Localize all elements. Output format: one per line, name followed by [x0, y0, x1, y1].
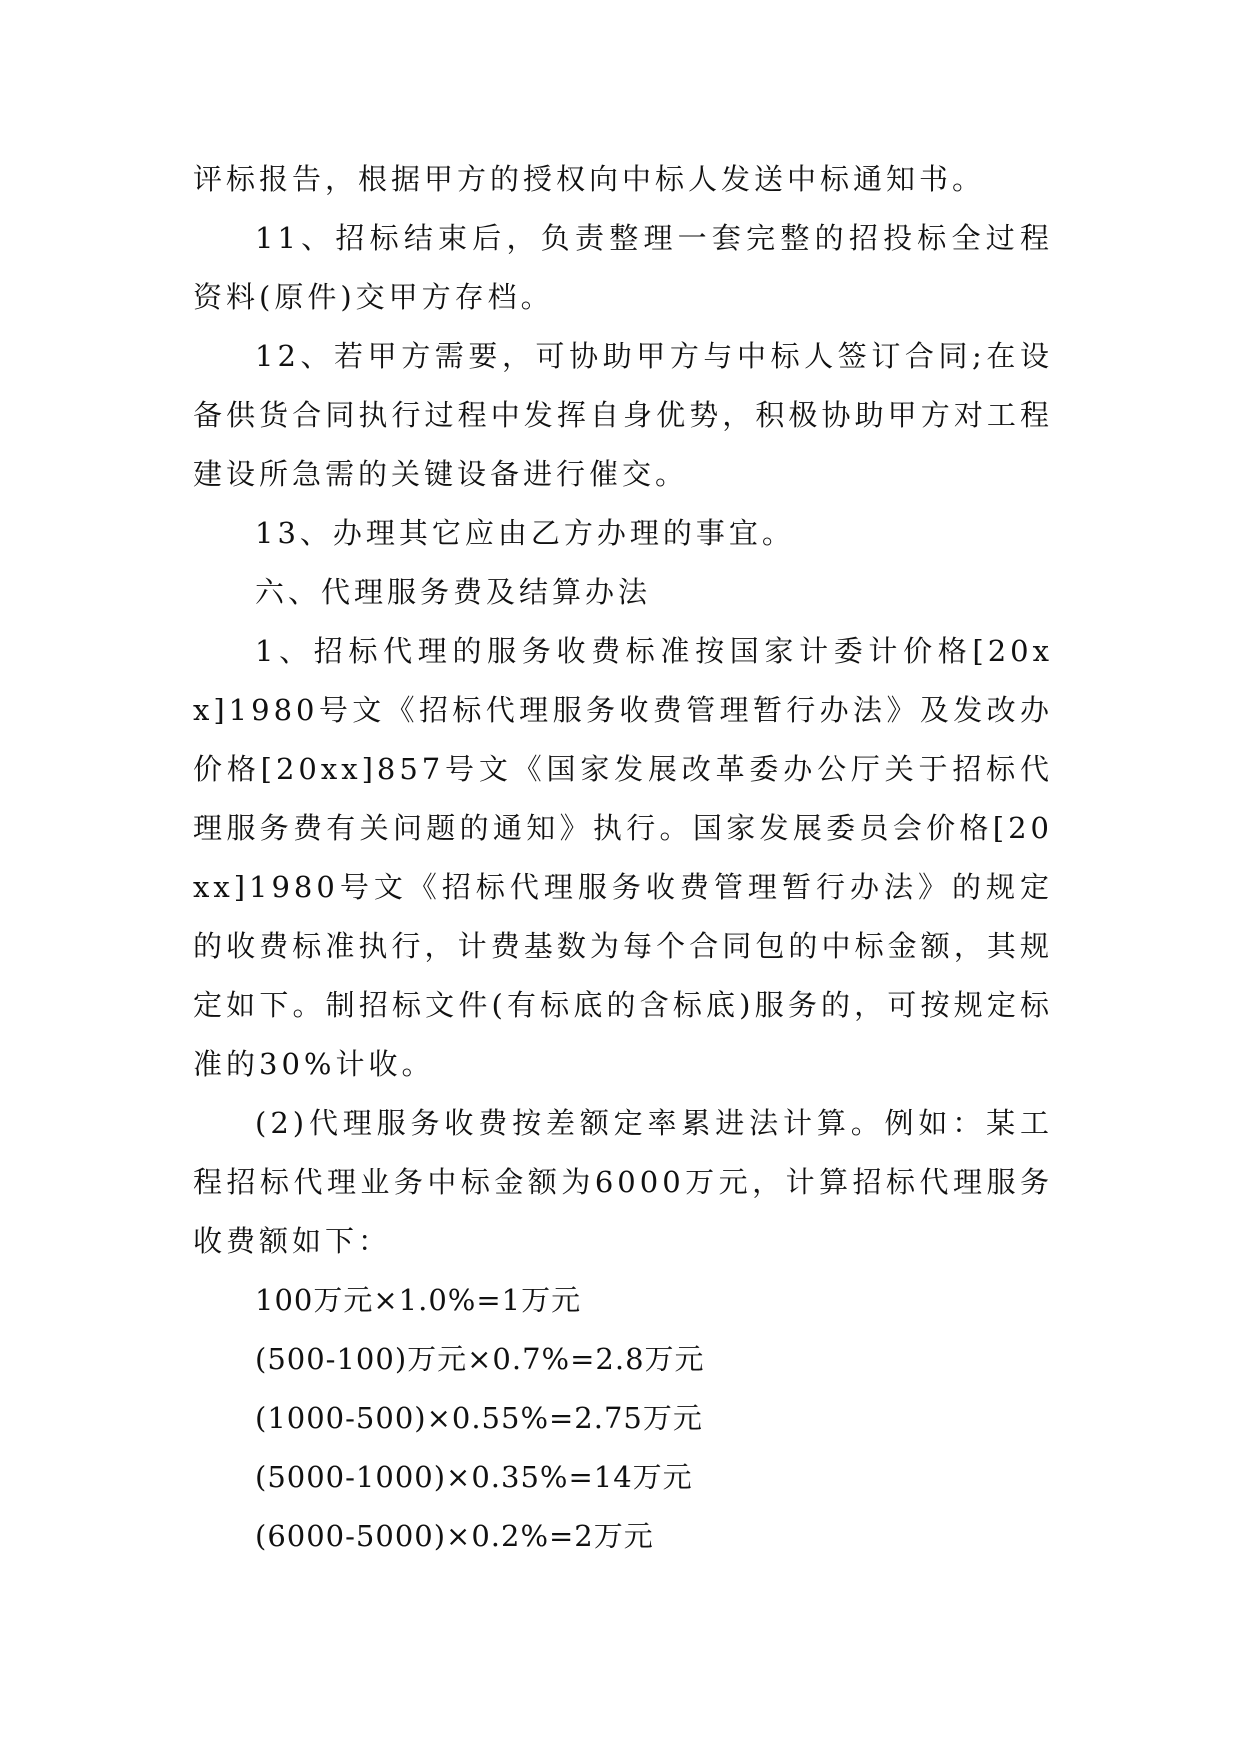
- section-heading-fees: 六、代理服务费及结算办法: [255, 575, 652, 609]
- calculation-line-5: (6000-5000)×0.2%=2万元: [255, 1519, 654, 1553]
- paragraph-fee-standard: 1、招标代理的服务收费标准按国家计委计价格[20xx]1980号文《招标代理服务收费管理暂行办法》及发改办价格[20xx]857号文《国家发展改革委办公厅关于招标代理服务费有关问题的通知》执行。国家发展委员会价格[20xx]1980号文《招标代理服务收费管理暂行办法》的规定的收费标准执行，计费基数为每个合同包的中标金额，其规定如下。制招标文件(有标底的含标底)服务的，可按规定标准的30%计收。: [193, 634, 1053, 1081]
- paragraph-item-13: 13、办理其它应由乙方办理的事宜。: [255, 516, 795, 550]
- paragraph-fee-method: (2)代理服务收费按差额定率累进法计算。例如：某工程招标代理业务中标金额为6000万元，计算招标代理服务收费额如下：: [193, 1106, 1053, 1258]
- calculation-line-1: 100万元×1.0%=1万元: [255, 1283, 582, 1317]
- paragraph-item-11: 11、招标结束后，负责整理一套完整的招投标全过程资料(原件)交甲方存档。: [193, 221, 1053, 314]
- document-body: [193, 150, 1053, 1566]
- calculation-line-2: (500-100)万元×0.7%=2.8万元: [255, 1342, 705, 1376]
- paragraph-item-12: 12、若甲方需要，可协助甲方与中标人签订合同;在设备供货合同执行过程中发挥自身优势，积极协助甲方对工程建设所急需的关键设备进行催交。: [193, 339, 1053, 491]
- calculation-line-3: (1000-500)×0.55%=2.75万元: [255, 1401, 703, 1435]
- paragraph-continued: 评标报告，根据甲方的授权向中标人发送中标通知书。: [193, 162, 986, 196]
- calculation-line-4: (5000-1000)×0.35%=14万元: [255, 1460, 693, 1494]
